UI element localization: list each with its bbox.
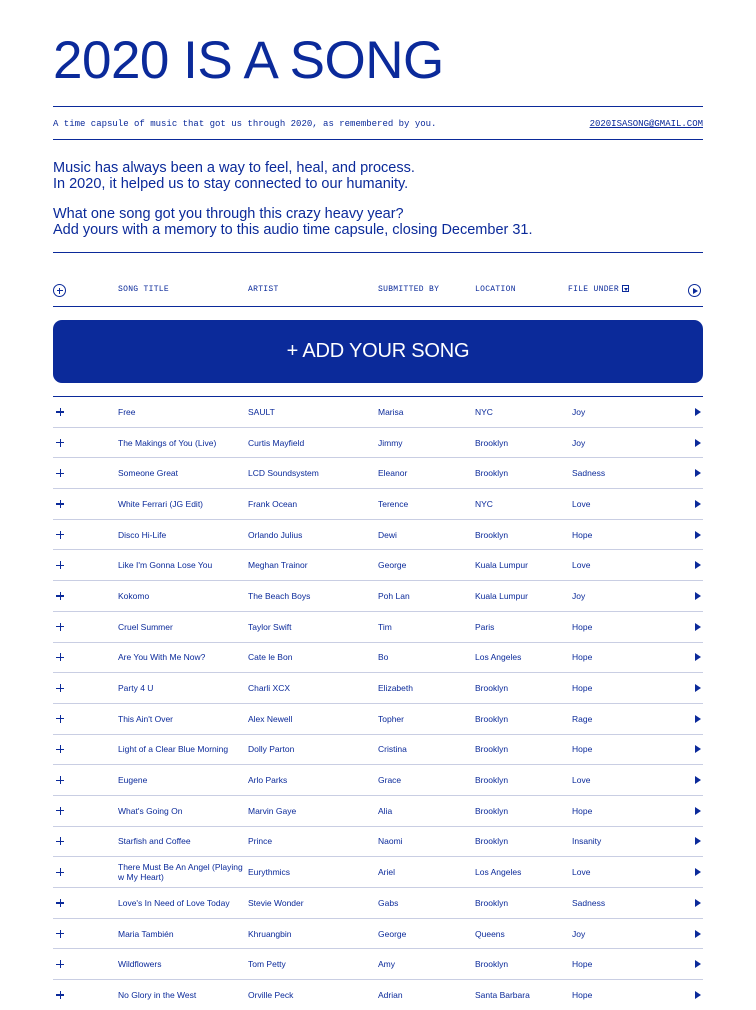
- song-title: Someone Great: [118, 468, 179, 479]
- song-location: Brooklyn: [475, 744, 509, 755]
- song-artist: Tom Petty: [248, 959, 286, 970]
- song-title: There Must Be An Angel (Playing w My Heart): [118, 862, 243, 883]
- plus-icon[interactable]: [56, 439, 64, 447]
- song-row[interactable]: [53, 488, 703, 519]
- plus-icon[interactable]: [56, 776, 64, 784]
- song-artist: Meghan Trainor: [248, 560, 308, 571]
- song-title: Disco Hi-Life: [118, 529, 167, 540]
- submitted-by: Eleanor: [378, 468, 408, 479]
- expand-cell[interactable]: [56, 673, 66, 703]
- song-artist: Orlando Julius: [248, 529, 303, 540]
- play-cell[interactable]: [695, 458, 703, 488]
- submitted-by: Ariel: [378, 867, 396, 878]
- song-title: This Ain't Over: [118, 713, 174, 724]
- song-list: [53, 396, 703, 1010]
- plus-icon[interactable]: [56, 561, 64, 569]
- expand-cell[interactable]: [56, 980, 66, 1010]
- song-row[interactable]: [53, 703, 703, 734]
- plus-icon[interactable]: [56, 960, 64, 968]
- file-under: Love: [572, 498, 591, 509]
- expand-cell[interactable]: [56, 581, 66, 611]
- song-location: NYC: [475, 498, 493, 509]
- song-location: Brooklyn: [475, 805, 509, 816]
- song-row[interactable]: [53, 457, 703, 488]
- plus-icon[interactable]: [56, 715, 64, 723]
- file-under: Hope: [572, 744, 593, 755]
- song-artist: Alex Newell: [248, 713, 293, 724]
- intro-text: [53, 161, 703, 238]
- song-artist: Charli XCX: [248, 683, 291, 694]
- email-link[interactable]: 2020ISASONG@GMAIL.COM: [589, 119, 703, 129]
- tagline: A time capsule of music that got us through 2020, as remembered by you.: [53, 119, 437, 129]
- submitted-by: Cristina: [378, 744, 407, 755]
- play-icon[interactable]: [695, 899, 701, 907]
- song-artist: The Beach Boys: [248, 590, 311, 601]
- play-icon[interactable]: [695, 408, 701, 416]
- expand-cell[interactable]: [56, 489, 66, 519]
- expand-cell[interactable]: [56, 919, 66, 949]
- expand-cell[interactable]: [56, 612, 66, 642]
- file-under: Love: [572, 560, 591, 571]
- play-icon[interactable]: [695, 930, 701, 938]
- song-title: Wildflowers: [118, 959, 162, 970]
- play-cell[interactable]: [695, 673, 703, 703]
- play-icon[interactable]: [695, 439, 701, 447]
- play-cell[interactable]: [695, 550, 703, 580]
- play-cell[interactable]: [695, 796, 703, 826]
- song-location: Brooklyn: [475, 713, 509, 724]
- expand-cell[interactable]: [56, 949, 66, 979]
- submitted-by: Adrian: [378, 989, 403, 1000]
- expand-cell[interactable]: [56, 458, 66, 488]
- song-artist: Curtis Mayfield: [248, 437, 305, 448]
- song-title: Kokomo: [118, 590, 150, 601]
- song-location: Queens: [475, 928, 505, 939]
- song-row[interactable]: [53, 826, 703, 857]
- plus-icon[interactable]: [56, 991, 64, 999]
- expand-cell[interactable]: [56, 765, 66, 795]
- play-icon[interactable]: [695, 531, 701, 539]
- play-cell[interactable]: [695, 643, 703, 673]
- file-under: Hope: [572, 805, 593, 816]
- song-location: Brooklyn: [475, 775, 509, 786]
- play-icon[interactable]: [695, 592, 701, 600]
- song-location: Los Angeles: [475, 867, 522, 878]
- file-under: Sadness: [572, 897, 606, 908]
- file-under: Joy: [572, 437, 586, 448]
- plus-icon[interactable]: [56, 807, 64, 815]
- expand-cell[interactable]: [56, 735, 66, 765]
- play-cell[interactable]: [695, 612, 703, 642]
- play-cell[interactable]: [695, 919, 703, 949]
- submitted-by: Terence: [378, 498, 409, 509]
- add-song-button[interactable]: + ADD YOUR SONG: [53, 320, 703, 383]
- submitted-by: George: [378, 928, 407, 939]
- plus-icon[interactable]: [56, 408, 64, 416]
- song-title: Light of a Clear Blue Morning: [118, 744, 229, 755]
- play-cell[interactable]: [695, 980, 703, 1010]
- plus-icon[interactable]: [56, 745, 64, 753]
- divider: [53, 252, 703, 253]
- song-row[interactable]: [53, 642, 703, 673]
- song-artist: Arlo Parks: [248, 775, 288, 786]
- play-icon[interactable]: [695, 653, 701, 661]
- file-under: Love: [572, 775, 591, 786]
- song-artist: LCD Soundsystem: [248, 468, 319, 479]
- song-artist: Frank Ocean: [248, 498, 298, 509]
- intro-line: Music has always been a way to feel, heal, and process.: [53, 160, 415, 176]
- file-under: Hope: [572, 529, 593, 540]
- plus-icon[interactable]: [56, 531, 64, 539]
- file-under: Hope: [572, 683, 593, 694]
- column-header-submitted-by[interactable]: SUBMITTED BY: [378, 285, 440, 294]
- song-artist: Dolly Parton: [248, 744, 295, 755]
- song-artist: Marvin Gaye: [248, 805, 297, 816]
- song-title: Cruel Summer: [118, 621, 173, 632]
- song-title: Love's In Need of Love Today: [118, 897, 230, 908]
- submitted-by: Elizabeth: [378, 683, 413, 694]
- play-icon[interactable]: [695, 500, 701, 508]
- song-location: Los Angeles: [475, 652, 522, 663]
- expand-cell[interactable]: [56, 796, 66, 826]
- play-icon[interactable]: [695, 960, 701, 968]
- submitted-by: Amy: [378, 959, 395, 970]
- song-row[interactable]: [53, 611, 703, 642]
- submitted-by: Naomi: [378, 836, 403, 847]
- plus-icon[interactable]: [56, 469, 64, 477]
- play-cell[interactable]: [695, 581, 703, 611]
- play-icon[interactable]: [695, 623, 701, 631]
- circle-plus-icon[interactable]: [53, 284, 66, 297]
- song-location: Kuala Lumpur: [475, 590, 528, 601]
- tagline-bar: [53, 117, 703, 131]
- file-under: Insanity: [572, 836, 602, 847]
- intro-line: In 2020, it helped us to stay connected to our humanity.: [53, 175, 409, 192]
- table-header: [53, 279, 703, 303]
- song-row[interactable]: [53, 580, 703, 611]
- plus-icon[interactable]: [56, 623, 64, 631]
- plus-icon[interactable]: [56, 500, 64, 508]
- expand-cell[interactable]: [56, 827, 66, 857]
- page-title: 2020 IS A SONG: [53, 31, 444, 90]
- song-location: NYC: [475, 406, 493, 417]
- play-icon[interactable]: [695, 868, 701, 876]
- submitted-by: Tim: [378, 621, 392, 632]
- plus-icon[interactable]: [56, 930, 64, 938]
- file-under-dropdown[interactable]: [568, 285, 629, 294]
- song-artist: Taylor Swift: [248, 621, 292, 632]
- submitted-by: Gabs: [378, 897, 399, 908]
- song-title: The Makings of You (Live): [118, 437, 217, 448]
- song-row[interactable]: [53, 519, 703, 550]
- file-under: Sadness: [572, 468, 606, 479]
- play-icon[interactable]: [695, 745, 701, 753]
- plus-icon[interactable]: [56, 653, 64, 661]
- song-row[interactable]: [53, 795, 703, 826]
- file-under: Hope: [572, 621, 593, 632]
- file-under: Hope: [572, 652, 593, 663]
- song-title: White Ferrari (JG Edit): [118, 498, 204, 509]
- file-under: Joy: [572, 928, 586, 939]
- play-cell[interactable]: [695, 704, 703, 734]
- play-cell[interactable]: [695, 735, 703, 765]
- file-under: Hope: [572, 959, 593, 970]
- expand-cell[interactable]: [56, 643, 66, 673]
- file-under: Rage: [572, 713, 593, 724]
- song-artist: Cate le Bon: [248, 652, 293, 663]
- song-title: Party 4 U: [118, 683, 154, 694]
- song-artist: Orville Peck: [248, 989, 294, 1000]
- file-under: Love: [572, 867, 591, 878]
- intro-line: Add yours with a memory to this audio time capsule, closing December 31.: [53, 221, 533, 238]
- play-cell[interactable]: [695, 397, 703, 427]
- song-row[interactable]: [53, 427, 703, 458]
- plus-icon[interactable]: [56, 868, 64, 876]
- play-icon[interactable]: [695, 807, 701, 815]
- play-icon[interactable]: [695, 991, 701, 999]
- song-title: What's Going On: [118, 805, 183, 816]
- play-icon[interactable]: [695, 837, 701, 845]
- submitted-by: Alia: [378, 805, 393, 816]
- divider: [53, 139, 703, 140]
- play-icon[interactable]: [695, 715, 701, 723]
- song-location: Santa Barbara: [475, 989, 530, 1000]
- song-row[interactable]: [53, 549, 703, 580]
- plus-icon[interactable]: [56, 684, 64, 692]
- play-cell[interactable]: [695, 857, 703, 887]
- song-row[interactable]: [53, 856, 703, 887]
- chevron-down-icon: [622, 285, 629, 292]
- play-cell[interactable]: [695, 888, 703, 918]
- play-cell[interactable]: [695, 765, 703, 795]
- submitted-by: Marisa: [378, 406, 404, 417]
- play-icon[interactable]: [695, 561, 701, 569]
- expand-cell[interactable]: [56, 428, 66, 458]
- spacer: [53, 192, 703, 207]
- song-location: Brooklyn: [475, 529, 509, 540]
- play-cell[interactable]: [695, 949, 703, 979]
- song-artist: Stevie Wonder: [248, 897, 304, 908]
- expand-cell[interactable]: [56, 704, 66, 734]
- song-title: Free: [118, 406, 136, 417]
- submitted-by: Bo: [378, 652, 389, 663]
- divider: [53, 306, 703, 307]
- file-under: Hope: [572, 989, 593, 1000]
- song-artist: Prince: [248, 836, 273, 847]
- play-cell[interactable]: [695, 827, 703, 857]
- song-artist: SAULT: [248, 406, 275, 417]
- song-artist: Eurythmics: [248, 867, 291, 878]
- song-location: Paris: [475, 621, 495, 632]
- song-location: Brooklyn: [475, 959, 509, 970]
- file-under: Joy: [572, 590, 586, 601]
- expand-cell[interactable]: [56, 520, 66, 550]
- song-artist: Khruangbin: [248, 928, 292, 939]
- plus-icon[interactable]: [56, 899, 64, 907]
- song-title: Eugene: [118, 775, 148, 786]
- divider: [53, 106, 703, 107]
- song-location: Brooklyn: [475, 897, 509, 908]
- column-header-artist[interactable]: ARTIST: [248, 285, 279, 294]
- plus-icon[interactable]: [56, 837, 64, 845]
- play-cell[interactable]: [695, 520, 703, 550]
- expand-cell[interactable]: [56, 888, 66, 918]
- column-header-file-under: FILE UNDER: [568, 285, 620, 294]
- song-title: Maria También: [118, 928, 174, 939]
- song-row[interactable]: [53, 734, 703, 765]
- song-row[interactable]: [53, 396, 703, 427]
- song-row[interactable]: [53, 948, 703, 979]
- play-icon[interactable]: [695, 684, 701, 692]
- song-title: Like I'm Gonna Lose You: [118, 560, 213, 571]
- song-row[interactable]: [53, 979, 703, 1010]
- play-icon[interactable]: [695, 469, 701, 477]
- song-location: Brooklyn: [475, 836, 509, 847]
- expand-cell[interactable]: [56, 550, 66, 580]
- submitted-by: George: [378, 560, 407, 571]
- column-header-song-title[interactable]: SONG TITLE: [118, 285, 170, 294]
- submitted-by: Grace: [378, 775, 402, 786]
- song-location: Brooklyn: [475, 468, 509, 479]
- play-cell[interactable]: [695, 489, 703, 519]
- submitted-by: Poh Lan: [378, 590, 410, 601]
- play-icon[interactable]: [695, 776, 701, 784]
- song-title: No Glory in the West: [118, 989, 197, 1000]
- song-location: Brooklyn: [475, 683, 509, 694]
- plus-icon[interactable]: [56, 592, 64, 600]
- song-row[interactable]: [53, 887, 703, 918]
- circle-play-icon[interactable]: [688, 284, 701, 297]
- expand-cell[interactable]: [56, 857, 66, 887]
- song-title: Are You With Me Now?: [118, 652, 206, 663]
- song-row[interactable]: [53, 672, 703, 703]
- play-cell[interactable]: [695, 428, 703, 458]
- song-row[interactable]: [53, 918, 703, 949]
- song-location: Kuala Lumpur: [475, 560, 528, 571]
- song-row[interactable]: [53, 764, 703, 795]
- column-header-location[interactable]: LOCATION: [475, 285, 516, 294]
- submitted-by: Jimmy: [378, 437, 403, 448]
- expand-cell[interactable]: [56, 397, 66, 427]
- submitted-by: Topher: [378, 713, 404, 724]
- file-under: Joy: [572, 406, 586, 417]
- intro-line: What one song got you through this crazy heavy year?: [53, 206, 404, 222]
- submitted-by: Dewi: [378, 529, 397, 540]
- song-location: Brooklyn: [475, 437, 509, 448]
- song-title: Starfish and Coffee: [118, 836, 191, 847]
